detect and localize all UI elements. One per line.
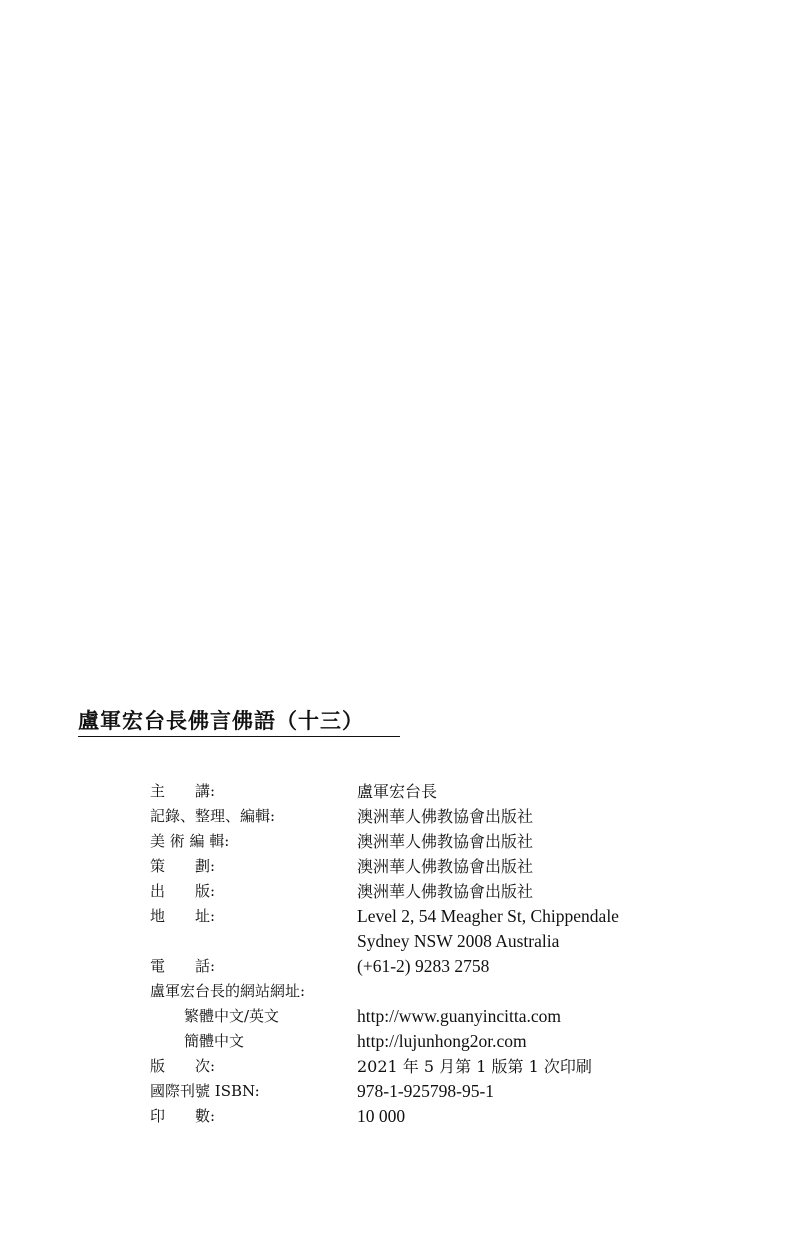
colophon-label: 繁體中文/英文: [184, 1007, 280, 1025]
colophon-label: 地 址:: [150, 907, 216, 925]
colophon-value: 10 000: [357, 1106, 406, 1126]
colophon-value: 澳洲華人佛教協會出版社: [357, 807, 534, 826]
colophon-row-print-run: [150, 1104, 710, 1129]
colophon-label: 電 話:: [150, 957, 216, 975]
colophon-label: 主 講:: [150, 782, 216, 800]
colophon-value: Sydney NSW 2008 Australia: [357, 931, 560, 951]
colophon-label: 出 版:: [150, 882, 216, 900]
colophon-label: 記錄、整理、編輯:: [150, 807, 276, 825]
colophon-value: 澳洲華人佛教協會出版社: [357, 882, 534, 901]
colophon-row-speaker: [150, 779, 710, 804]
colophon-row-address-line-2: [150, 929, 710, 954]
colophon-row-publisher: [150, 879, 710, 904]
colophon-value: 澳洲華人佛教協會出版社: [357, 832, 534, 851]
colophon-label: 美 術 編 輯:: [150, 832, 230, 850]
colophon-row-website-traditional: [150, 1004, 710, 1029]
colophon-label: 國際刊號 ISBN:: [150, 1082, 260, 1100]
colophon-row-edition: [150, 1054, 710, 1079]
colophon-value: 978-1-925798-95-1: [357, 1081, 495, 1101]
colophon-value: 2021 年 5 月第 1 版第 1 次印刷: [357, 1057, 592, 1076]
colophon-block: [150, 779, 710, 1129]
colophon-row-editing: [150, 804, 710, 829]
colophon-label: 策 劃:: [150, 857, 216, 875]
website-link[interactable]: http://www.guanyincitta.com: [357, 1006, 561, 1026]
colophon-row-planning: [150, 854, 710, 879]
colophon-row-isbn: [150, 1079, 710, 1104]
colophon-label: 簡體中文: [184, 1032, 245, 1050]
colophon-row-phone: [150, 954, 710, 979]
colophon-value: 盧軍宏台長: [357, 782, 438, 801]
colophon-value: (+61-2) 9283 2758: [357, 956, 490, 976]
colophon-label: 印 數:: [150, 1107, 216, 1125]
website-link[interactable]: http://lujunhong2or.com: [357, 1031, 527, 1051]
colophon-row-website-simplified: [150, 1029, 710, 1054]
colophon-value: 澳洲華人佛教協會出版社: [357, 857, 534, 876]
book-title: 盧軍宏台長佛言佛語（十三）: [78, 707, 400, 737]
colophon-row-address: [150, 904, 710, 929]
colophon-label: 盧軍宏台長的網站網址:: [150, 982, 306, 1000]
colophon-row-website-heading: [150, 979, 710, 1004]
colophon-row-art-editing: [150, 829, 710, 854]
colophon-label: 版 次:: [150, 1057, 216, 1075]
colophon-value: Level 2, 54 Meagher St, Chippendale: [357, 906, 619, 926]
